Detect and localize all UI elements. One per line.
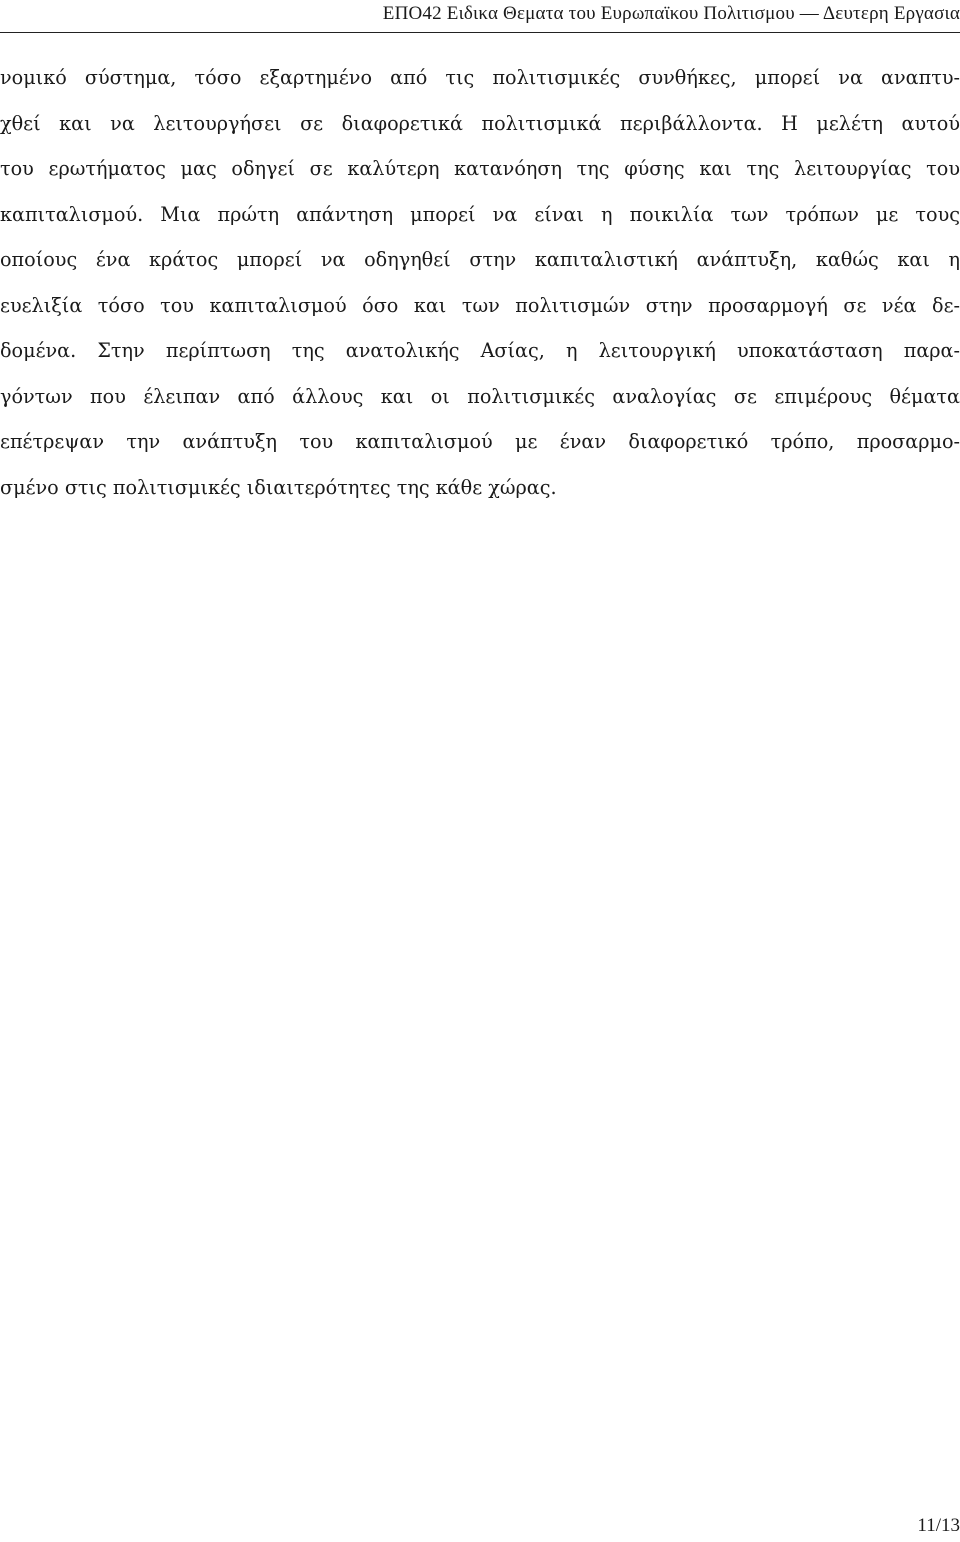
text-line: οποίους ένα κράτος μπορεί να οδηγηθεί στην καπιταλιστική ανάπτυξη, καθώς και η: [0, 248, 960, 271]
page-number: 11/13: [917, 1515, 960, 1536]
body-paragraph: [0, 55, 960, 510]
text-line: του ερωτήματος μας οδηγεί σε καλύτερη κατανόηση της φύσης και της λειτουργίας του: [0, 157, 960, 180]
text-line: δομένα. Στην περίπτωση της ανατολικής Ασίας, η λειτουργική υποκατάσταση παρα-: [0, 339, 960, 362]
text-line: ευελιξία τόσο του καπιταλισμού όσο και των πολιτισμών στην προσαρμογή σε νέα δε-: [0, 293, 960, 317]
header-rule: [0, 32, 960, 33]
text-line: χθεί και να λειτουργήσει σε διαφορετικά πολιτισμικά περιβάλλοντα. Η μελέτη αυτού: [0, 111, 960, 135]
text-line: γόντων που έλειπαν από άλλους και οι πολιτισμικές αναλογίας σε επιμέρους θέματα: [0, 384, 960, 408]
text-line: σμένο στις πολιτισμικές ιδιαιτερότητες της κάθε χώρας.: [0, 475, 557, 499]
text-line: νομικό σύστημα, τόσο εξαρτημένο από τις πολιτισμικές συνθήκες, μπορεί να αναπτυ-: [0, 66, 960, 89]
text-line: καπιταλισμού. Μια πρώτη απάντηση μπορεί να είναι η ποικιλία των τρόπων με τους: [0, 202, 960, 226]
text-line: επέτρεψαν την ανάπτυξη του καπιταλισμού με έναν διαφορετικό τρόπο, προσαρμο-: [0, 430, 960, 453]
running-header: ΕΠΟ42 Ειδικα Θεματα του Ευρωπαϊκου Πολιτισμου — Δευτερη Εργασια: [382, 3, 960, 24]
